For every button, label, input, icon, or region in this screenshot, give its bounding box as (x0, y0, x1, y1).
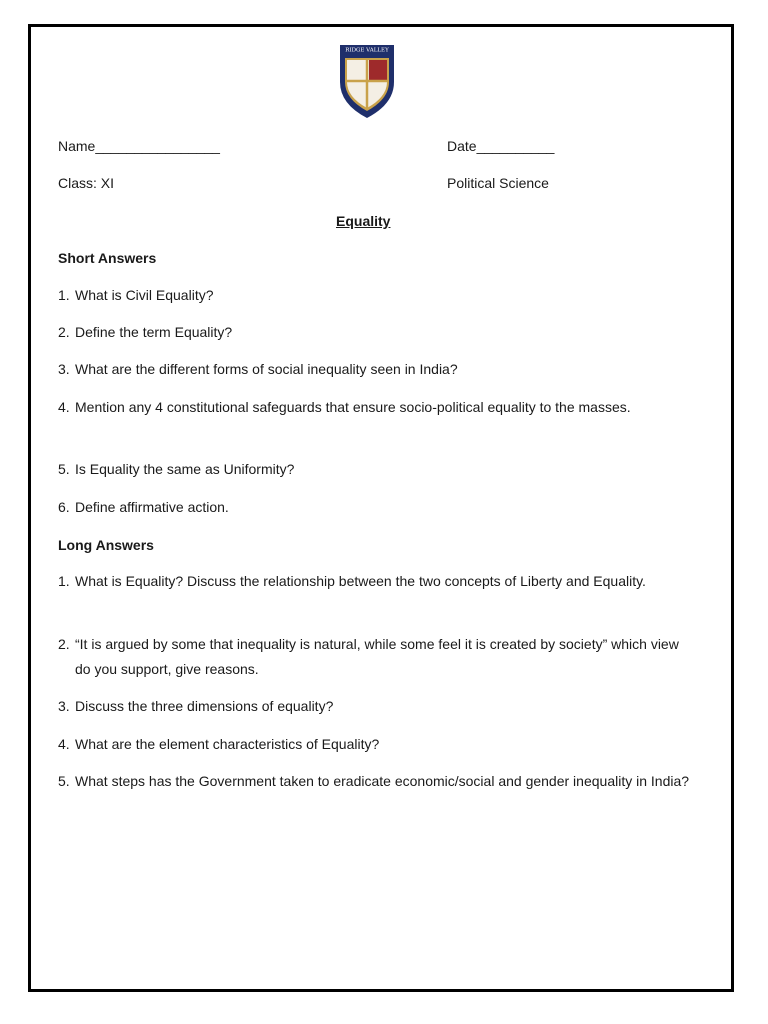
question-number: 5. (58, 461, 70, 477)
long-question-1 (58, 569, 698, 594)
question-text: Define the term Equality? (75, 324, 233, 340)
long-question-5 (58, 769, 698, 794)
question-number: 4. (58, 399, 70, 415)
question-text: What steps has the Government taken to eradicate economic/social and gender inequality in India? (75, 773, 690, 789)
short-question-6 (58, 495, 698, 520)
question-text: Is Equality the same as Uniformity? (75, 461, 295, 477)
question-text: “It is argued by some that inequality is natural, while some feel it is created by society” which view do you support, give reasons. (75, 636, 679, 677)
class-label: Class: XI (58, 175, 115, 191)
short-question-3 (58, 357, 698, 382)
question-text: What is Civil Equality? (75, 287, 214, 303)
name-field-label: Name________________ (58, 138, 220, 154)
short-question-1 (58, 283, 698, 308)
question-number: 2. (58, 636, 70, 652)
question-text: Mention any 4 constitutional safeguards that ensure socio-political equality to the masses. (75, 399, 631, 415)
date-field-label: Date__________ (447, 138, 555, 154)
long-question-2 (58, 632, 698, 682)
question-number: 1. (58, 287, 70, 303)
short-question-5 (58, 457, 698, 482)
question-text: What is Equality? Discuss the relationship between the two concepts of Liberty and Equality. (75, 573, 646, 589)
question-text: What are the element characteristics of Equality? (75, 736, 380, 752)
question-number: 3. (58, 361, 70, 377)
question-number: 6. (58, 499, 70, 515)
question-number: 2. (58, 324, 70, 340)
question-number: 1. (58, 573, 70, 589)
school-crest-logo (336, 42, 398, 120)
question-text: What are the different forms of social inequality seen in India? (75, 361, 458, 377)
short-answers-heading: Short Answers (58, 250, 157, 266)
long-answers-heading: Long Answers (58, 537, 154, 553)
question-text: Discuss the three dimensions of equality? (75, 698, 334, 714)
worksheet-title: Equality (336, 213, 391, 229)
question-text: Define affirmative action. (75, 499, 229, 515)
question-number: 5. (58, 773, 70, 789)
question-number: 3. (58, 698, 70, 714)
short-question-2 (58, 320, 698, 345)
subject-label: Political Science (447, 175, 549, 191)
long-question-4 (58, 732, 698, 757)
short-question-4 (58, 395, 698, 420)
long-question-3 (58, 694, 698, 719)
question-number: 4. (58, 736, 70, 752)
crest-banner-text: RIDGE VALLEY (345, 47, 389, 54)
